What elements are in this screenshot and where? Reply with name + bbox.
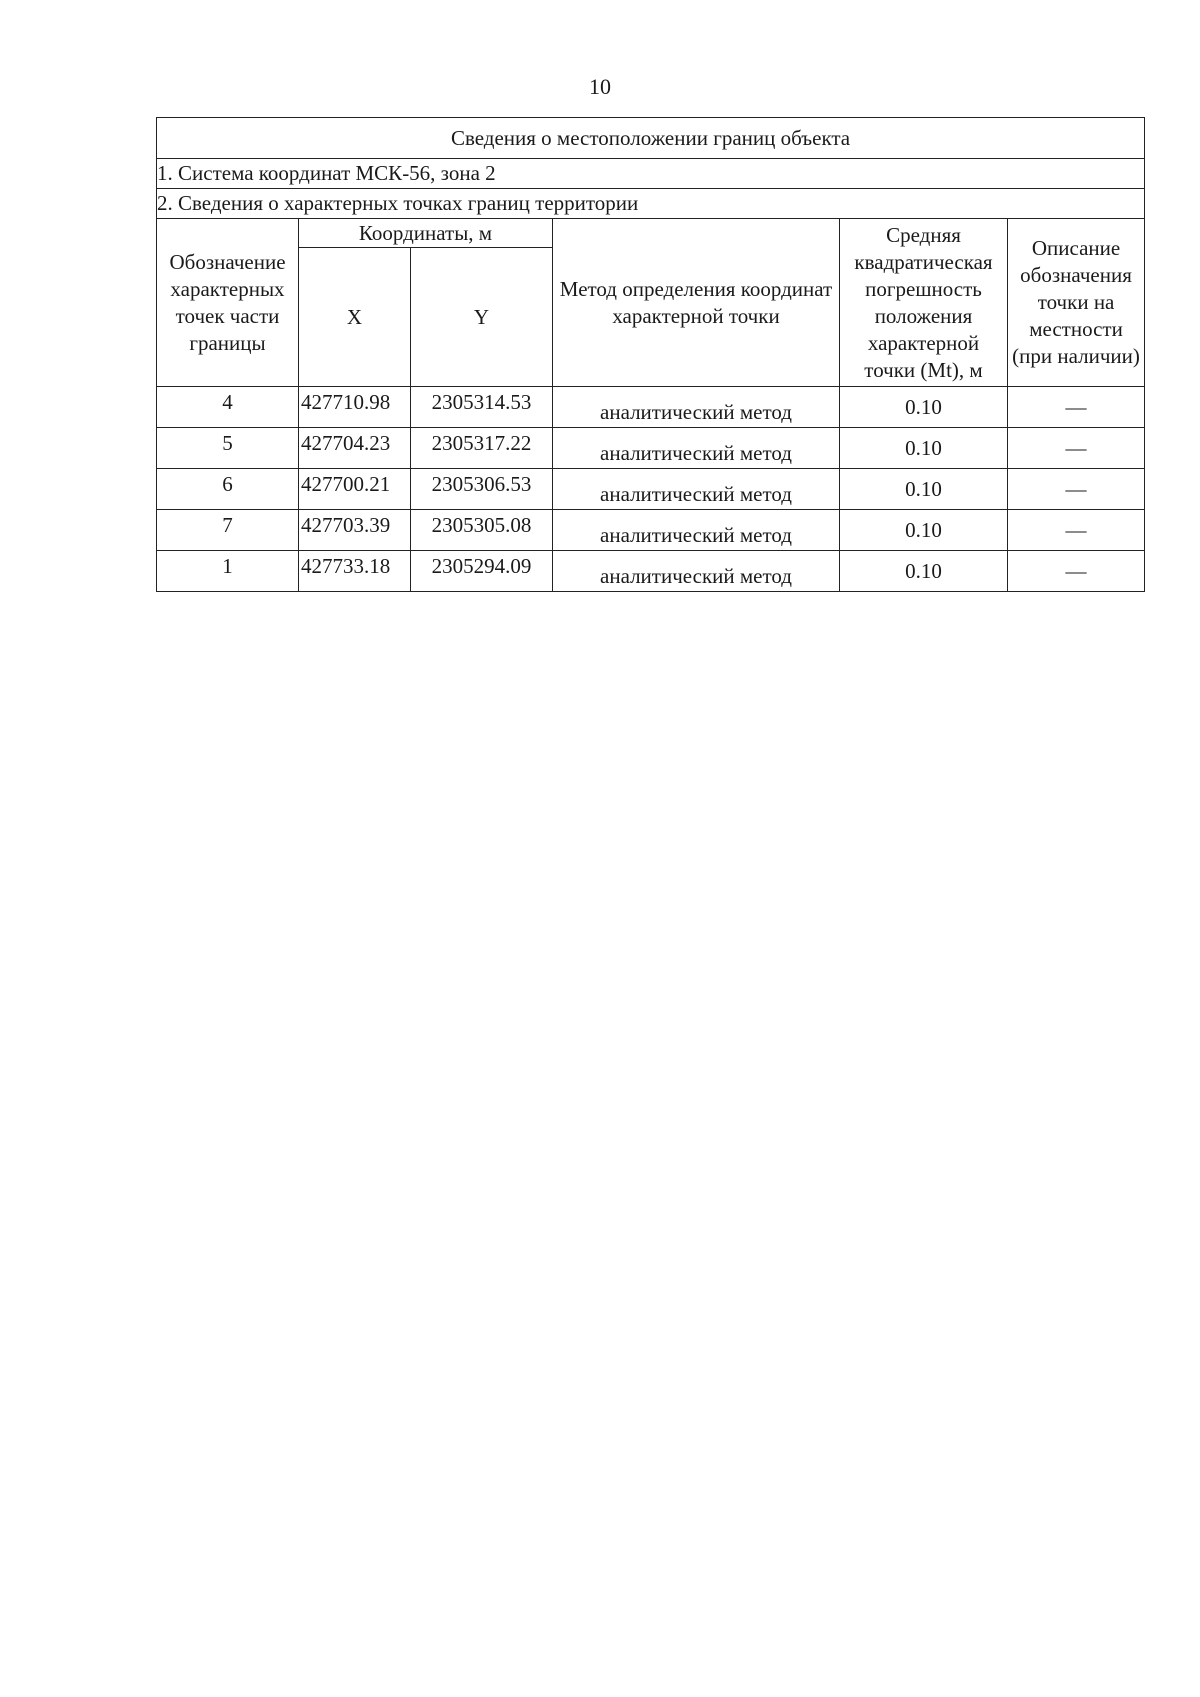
error-cell: 0.10: [840, 551, 1008, 592]
point-cell: 7: [157, 510, 299, 551]
point-cell: 1: [157, 551, 299, 592]
coordinate-system-row: [157, 159, 1145, 189]
error-cell: 0.10: [840, 469, 1008, 510]
y-cell: 2305305.08: [411, 510, 553, 551]
method-cell: аналитический метод: [553, 551, 840, 592]
description-cell: —: [1008, 551, 1145, 592]
y-cell: 2305306.53: [411, 469, 553, 510]
table-row: [157, 510, 1145, 551]
x-cell: 427700.21: [299, 469, 411, 510]
description-cell: —: [1008, 469, 1145, 510]
y-cell: 2305314.53: [411, 387, 553, 428]
description-cell: —: [1008, 510, 1145, 551]
x-cell: 427703.39: [299, 510, 411, 551]
table-title-row: [157, 118, 1145, 159]
table-row: [157, 428, 1145, 469]
point-cell: 5: [157, 428, 299, 469]
header-method: Метод определения координат характерной точки: [553, 219, 840, 387]
y-cell: 2305317.22: [411, 428, 553, 469]
header-x: X: [299, 248, 411, 387]
method-cell: аналитический метод: [553, 469, 840, 510]
error-cell: 0.10: [840, 510, 1008, 551]
x-cell: 427733.18: [299, 551, 411, 592]
y-cell: 2305294.09: [411, 551, 553, 592]
boundary-table: [156, 117, 1145, 592]
point-cell: 6: [157, 469, 299, 510]
section-title: 2. Сведения о характерных точках границ территории: [157, 189, 1145, 219]
coordinate-system: 1. Система координат МСК-56, зона 2: [157, 159, 1145, 189]
description-cell: —: [1008, 428, 1145, 469]
description-cell: —: [1008, 387, 1145, 428]
header-description: Описание обозначения точки на местности (при наличии): [1008, 219, 1145, 387]
x-cell: 427710.98: [299, 387, 411, 428]
header-y: Y: [411, 248, 553, 387]
table-row: [157, 551, 1145, 592]
method-cell: аналитический метод: [553, 387, 840, 428]
header-coordinates: Координаты, м: [299, 219, 553, 248]
method-cell: аналитический метод: [553, 428, 840, 469]
header-point-designation: Обозначение характерных точек части границы: [157, 219, 299, 387]
header-error: Средняя квадратическая погрешность положения характерной точки (Mt), м: [840, 219, 1008, 387]
table-row: [157, 387, 1145, 428]
section-title-row: [157, 189, 1145, 219]
error-cell: 0.10: [840, 387, 1008, 428]
table-title: Сведения о местоположении границ объекта: [157, 118, 1145, 159]
header-row: [157, 219, 1145, 248]
method-cell: аналитический метод: [553, 510, 840, 551]
x-cell: 427704.23: [299, 428, 411, 469]
page-number: 10: [589, 74, 611, 99]
table-row: [157, 469, 1145, 510]
point-cell: 4: [157, 387, 299, 428]
error-cell: 0.10: [840, 428, 1008, 469]
